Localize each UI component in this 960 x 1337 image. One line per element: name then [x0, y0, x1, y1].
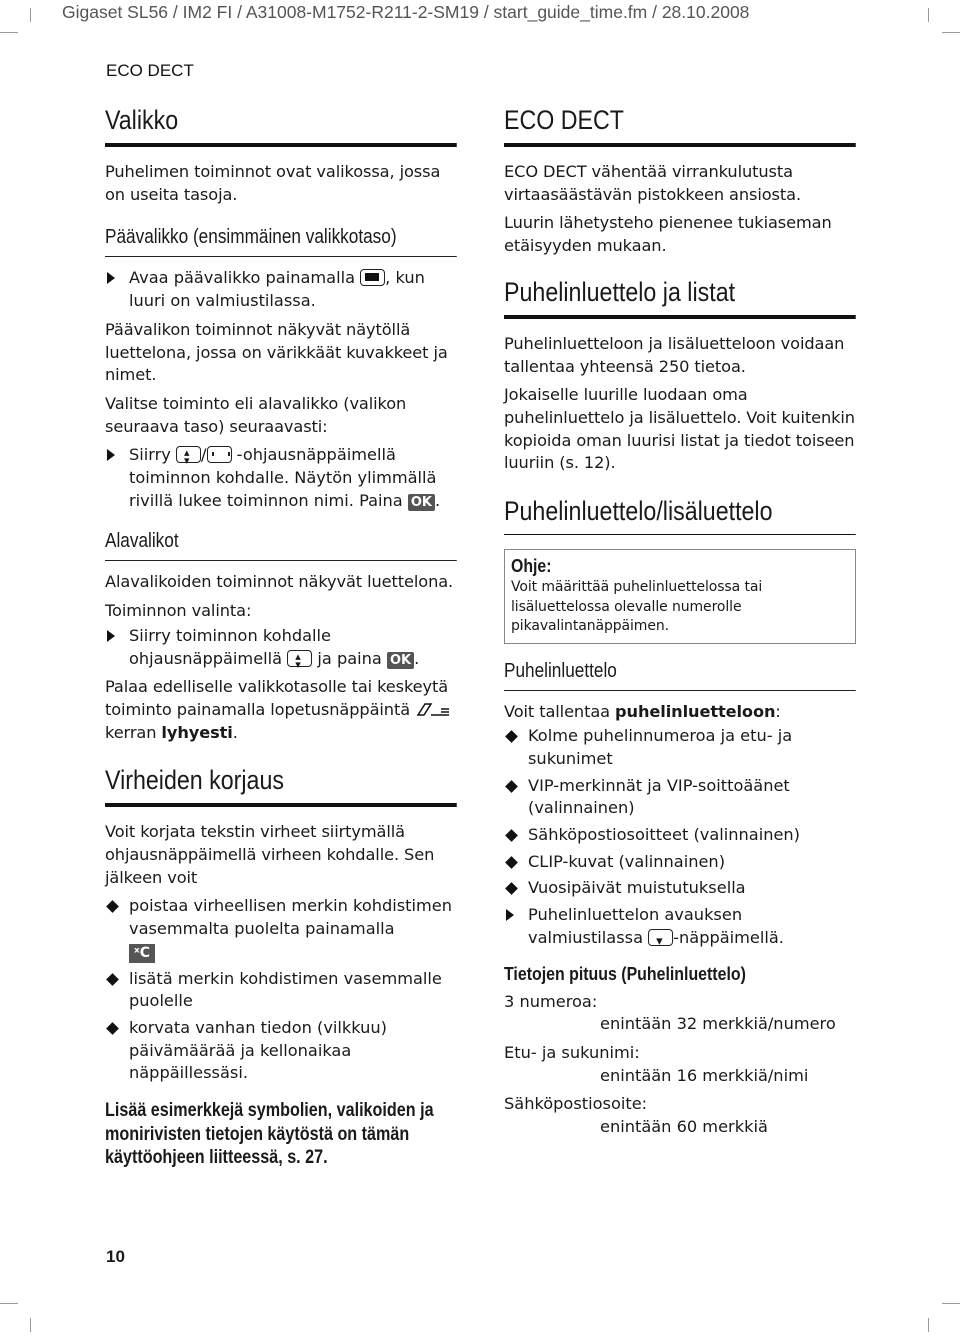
puhelinluettelo-list: [504, 725, 856, 949]
menu-key-icon: [360, 269, 385, 286]
list-item: Sähköpostiosoitteet (valinnainen): [504, 824, 856, 847]
list-item: Kolme puhelinnumeroa ja etu- ja sukunimet: [504, 725, 856, 770]
luettelo-heading: Puhelinluettelo ja listat: [504, 276, 856, 319]
eco-section: [504, 104, 856, 147]
diamond-bullet-icon: [106, 973, 119, 986]
crop-mark: [928, 1318, 929, 1332]
list-item: Avaa päävalikko painamalla , kun luuri on valmiustilassa.: [105, 267, 457, 312]
puhelinluettelo-intro: Voit tallentaa puhelinluetteloon:: [504, 701, 781, 721]
paavalikko-para2: Valitse toiminto eli alavalikko (valikon seuraava taso) seuraavasti:: [105, 393, 407, 436]
alavalikot-steps: [105, 625, 457, 670]
left-right-key-icon: [207, 446, 232, 463]
left-column: [105, 104, 457, 1170]
virheiden-section: [105, 764, 457, 807]
paavalikko-steps-2: [105, 444, 457, 512]
diamond-bullet-icon: [505, 856, 518, 869]
virheiden-list: [105, 895, 457, 1085]
puhelinluettelo-section: [504, 658, 856, 691]
note-title: Ohje:: [511, 556, 552, 577]
diamond-bullet-icon: [505, 780, 518, 793]
alavalikot-para1: Alavalikoiden toiminnot näkyvät luettelona.: [105, 572, 454, 592]
eco-para2: Luurin lähetysteho pienenee tukiaseman etäisyyden mukaan.: [504, 213, 832, 256]
list-item: Siirry toiminnon kohdalle ohjausnäppäimellä ▴ ▾ ja paina OK .: [105, 625, 457, 670]
running-head: Gigaset SL56 / IM2 FI / A31008-M1752-R211-2-SM19 / start_guide_time.fm / 28.10.2008: [62, 2, 750, 22]
paavalikko-section: [105, 224, 457, 257]
paavalikko-steps: [105, 267, 457, 312]
note-text: Voit määrittää puhelinluettelossa tai lisäluettelossa olevalle numerolle pikavalintanäppäimen.: [511, 579, 763, 635]
paavalikko-heading: Päävalikko (ensimmäinen valikkotaso): [105, 224, 457, 257]
paavalikko-para1: Päävalikon toiminnot näkyvät näytöllä luettelona, jossa on värikkäät kuvakkeet ja nimet.: [105, 319, 448, 385]
end-key-icon: [415, 701, 453, 719]
list-item: Siirry ▴ ▾ / -ohjausnäppäimellä toiminnon kohdalle. Näytön ylimmällä rivillä lukee toiminnon nimi. Paina OK .: [105, 444, 457, 512]
list-item: korvata vanhan tiedon (vilkkuu) päivämäärää ja kellonaikaa näppäillessäsi.: [105, 1017, 457, 1085]
length-value: enintään 16 merkkiä/nimi: [600, 1065, 809, 1085]
diamond-bullet-icon: [505, 829, 518, 842]
arrow-bullet-icon: [107, 630, 115, 642]
note-box: [504, 549, 856, 644]
lisaluettelo-section: [504, 495, 856, 535]
valikko-heading: Valikko: [105, 104, 457, 147]
up-down-key-icon: [176, 446, 201, 463]
list-item: VIP-merkinnät ja VIP-soittoäänet (valinnainen): [504, 775, 856, 820]
crop-mark: [942, 32, 960, 33]
down-key-icon: [648, 929, 673, 946]
luettelo-para2: Jokaiselle luurille luodaan oma puhelinluettelo ja lisäluettelo. Voit kuitenkin kopioida oman luurisi listat ja tiedot toiseen luuriin (s. 12).: [504, 385, 855, 473]
eco-para1: ECO DECT vähentää virrankulutusta virtaasäästävän pistokkeen ansiosta.: [504, 162, 802, 204]
list-item: Puhelinluettelon avauksen valmiustilassa ▾ -näppäimellä.: [504, 904, 856, 949]
crop-mark: [30, 1318, 31, 1332]
clear-key-icon: ˣC: [129, 944, 155, 963]
page-number: 10: [106, 1247, 125, 1266]
alavalikot-para3: Palaa edelliselle valikkotasolle tai keskeytä toiminto painamalla lopetusnäppäintä kerran lyhyesti.: [105, 676, 457, 744]
luettelo-section: [504, 276, 856, 319]
diamond-bullet-icon: [106, 1022, 119, 1035]
virheiden-intro: Voit korjata tekstin virheet siirtymällä ohjausnäppäimellä virheen kohdalle. Sen jälkeen voit: [105, 822, 435, 887]
list-item: CLIP-kuvat (valinnainen): [504, 851, 856, 874]
arrow-bullet-icon: [107, 449, 115, 461]
appendix-note: Lisää esimerkkejä symbolien, valikoiden ja monirivisten tietojen käytöstä on tämän käyttöohjeen liitteessä, s. 27.: [105, 1100, 434, 1169]
diamond-bullet-icon: [505, 883, 518, 896]
arrow-bullet-icon: [107, 272, 115, 284]
puhelinluettelo-heading: Puhelinluettelo: [504, 658, 856, 691]
list-item: poistaa virheellisen merkin kohdistimen vasemmalta puolelta painamalla ˣC: [105, 895, 457, 963]
lisaluettelo-heading: Puhelinluettelo/lisäluettelo: [504, 495, 856, 535]
crop-mark: [0, 32, 18, 33]
ok-key-icon: OK: [408, 494, 435, 511]
crop-mark: [0, 1303, 18, 1304]
up-down-key-icon: [287, 650, 312, 667]
length-label: Sähköpostiosoite:: [504, 1094, 648, 1114]
crop-mark: [928, 8, 929, 22]
diamond-bullet-icon: [106, 901, 119, 914]
diamond-bullet-icon: [505, 730, 518, 743]
ok-key-icon: OK: [387, 652, 414, 669]
pituus-heading: Tietojen pituus (Puhelinluettelo): [504, 962, 746, 984]
alavalikot-para2: Toiminnon valinta:: [105, 601, 252, 621]
length-list: [504, 991, 856, 1139]
valikko-section: [105, 104, 457, 147]
crop-mark: [30, 8, 31, 22]
valikko-intro: Puhelimen toiminnot ovat valikossa, jossa on useita tasoja.: [105, 162, 441, 204]
right-column: [504, 104, 856, 1145]
length-label: Etu- ja sukunimi:: [504, 1042, 640, 1062]
alavalikot-heading: Alavalikot: [105, 528, 457, 561]
crop-mark: [942, 1303, 960, 1304]
eco-heading: ECO DECT: [504, 104, 856, 147]
virheiden-heading: Virheiden korjaus: [105, 764, 457, 807]
length-label: 3 numeroa:: [504, 991, 598, 1011]
length-value: enintään 32 merkkiä/numero: [600, 1014, 836, 1034]
section-tag: ECO DECT: [106, 61, 194, 80]
length-value: enintään 60 merkkiä: [600, 1117, 768, 1137]
list-item: lisätä merkin kohdistimen vasemmalle puolelle: [105, 968, 457, 1013]
luettelo-para1: Puhelinluetteloon ja lisäluetteloon voidaan tallentaa yhteensä 250 tietoa.: [504, 333, 845, 376]
list-item: Vuosipäivät muistutuksella: [504, 877, 856, 900]
arrow-bullet-icon: [506, 909, 514, 921]
alavalikot-section: [105, 528, 457, 561]
